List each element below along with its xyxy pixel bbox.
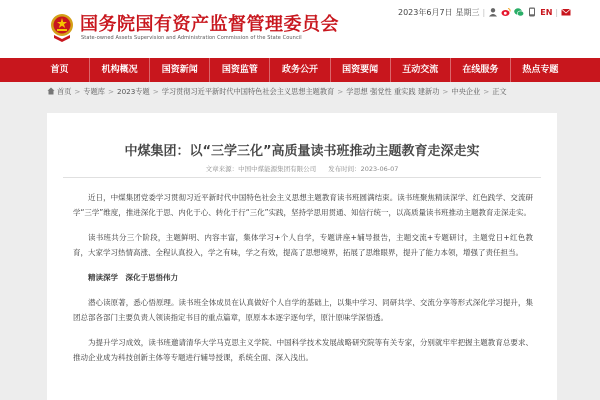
mail-icon[interactable] (561, 7, 571, 17)
nav-item-organization[interactable]: 机构概况 (90, 58, 150, 82)
nav-item-interaction[interactable]: 互动交流 (391, 58, 451, 82)
section-heading: 精读深学 深化于思悟伟力 (88, 273, 178, 282)
breadcrumb-separator: > (337, 87, 344, 96)
nav-item-supervision[interactable]: 国资监管 (210, 58, 270, 82)
article-paragraph: 读书班共分三个阶段，主题鲜明、内容丰富，集体学习+个人自学，专题讲座+辅导报告，主题交流+专题研讨，主题党日+红色教育，大家学习热情高涨、全程认真投入，学之有味，学之有效，提高了思想境界，拓展了思维眼界，提升了能力本领，增强了责任担当。 (73, 233, 533, 257)
article-meta (47, 164, 557, 173)
nav-item-online-services[interactable]: 在线服务 (451, 58, 511, 82)
wechat-icon[interactable] (514, 7, 524, 17)
nav-item-key-news[interactable]: 国资要闻 (331, 58, 391, 82)
main-nav-items (30, 58, 570, 82)
site-header (0, 0, 600, 58)
breadcrumb (47, 86, 562, 98)
main-nav (0, 58, 600, 82)
english-link[interactable]: EN (540, 7, 553, 17)
user-icon[interactable] (488, 7, 498, 17)
breadcrumb-topic-library[interactable]: 专题库 (83, 87, 105, 96)
breadcrumb-separator: > (74, 87, 81, 96)
article-title: 中煤集团：以“三学三化”高质量读书班推动主题教育走深走实 (124, 144, 480, 159)
breadcrumb-separator: > (152, 87, 159, 96)
weibo-icon[interactable] (501, 7, 511, 17)
breadcrumb-home[interactable]: 首页 (57, 87, 72, 96)
article-paragraph: 为提升学习成效，读书班邀请清华大学马克思主义学院、中国科学技术发展战略研究院等有关专家，分别就牢牢把握主题教育总要求、推动企业成为科技创新主体等专题进行辅导授课，系统全面、深入浅出。 (73, 338, 533, 362)
current-weekday: 星期三 (455, 7, 480, 17)
article-source: 文章来源：中国中煤能源集团有限公司 (205, 165, 317, 173)
breadcrumb-separator: > (442, 87, 449, 96)
nav-item-hot-topics[interactable]: 热点专题 (522, 65, 559, 75)
breadcrumb-slogan[interactable]: 学思想 强党性 重实践 建新功 (346, 87, 440, 96)
breadcrumb-theme-education[interactable]: 学习贯彻习近平新时代中国特色社会主义思想主题教育 (161, 87, 335, 96)
breadcrumb-central-enterprises[interactable]: 中央企业 (451, 87, 481, 96)
national-emblem-icon[interactable] (50, 13, 74, 43)
nav-item-news[interactable]: 国资新闻 (150, 58, 210, 82)
divider: | (555, 7, 559, 17)
current-date: 2023年6月7日 (398, 7, 453, 17)
breadcrumb-2023-topics[interactable]: 2023专题 (117, 87, 150, 96)
site-title[interactable]: 国务院国有资产监督管理委员会 (80, 14, 339, 35)
article-body (73, 190, 533, 375)
title-divider (63, 177, 541, 178)
article-paragraph: 近日，中煤集团党委学习贯彻习近平新时代中国特色社会主义思想主题教育读书班圆满结束。读书班聚焦精读深学、红色践学、交流研学“三学”维度，推进深化于思、内化于心、转化于行“三化”实践，坚持学思用贯通、知信行统一，以高质量读书班推动主题教育走深走实。 (73, 193, 533, 217)
article-panel (47, 113, 557, 400)
site-subtitle: State-owned Assets Supervision and Administration Commission of the State Council (81, 35, 302, 41)
article-paragraph: 潜心读原著，悉心悟原理。读书班全体成员在认真做好个人自学的基础上，以集中学习、同研共学、交流分享等形式深化学习提升，集团总部各部门主要负责人领读指定书目的重点篇章，原原本本逐字逐句学，原汁原味学深悟透。 (73, 298, 533, 322)
nav-item-home[interactable]: 首页 (30, 58, 90, 82)
breadcrumb-separator: > (108, 87, 115, 96)
divider: | (482, 7, 486, 17)
breadcrumb-current: 正文 (492, 87, 507, 96)
app-icon[interactable] (527, 7, 537, 17)
utility-bar (398, 5, 571, 19)
article-date: 发布时间：2023-06-07 (328, 165, 399, 173)
nav-item-open-government[interactable]: 政务公开 (270, 58, 330, 82)
breadcrumb-separator: > (483, 87, 490, 96)
home-icon (47, 87, 55, 95)
